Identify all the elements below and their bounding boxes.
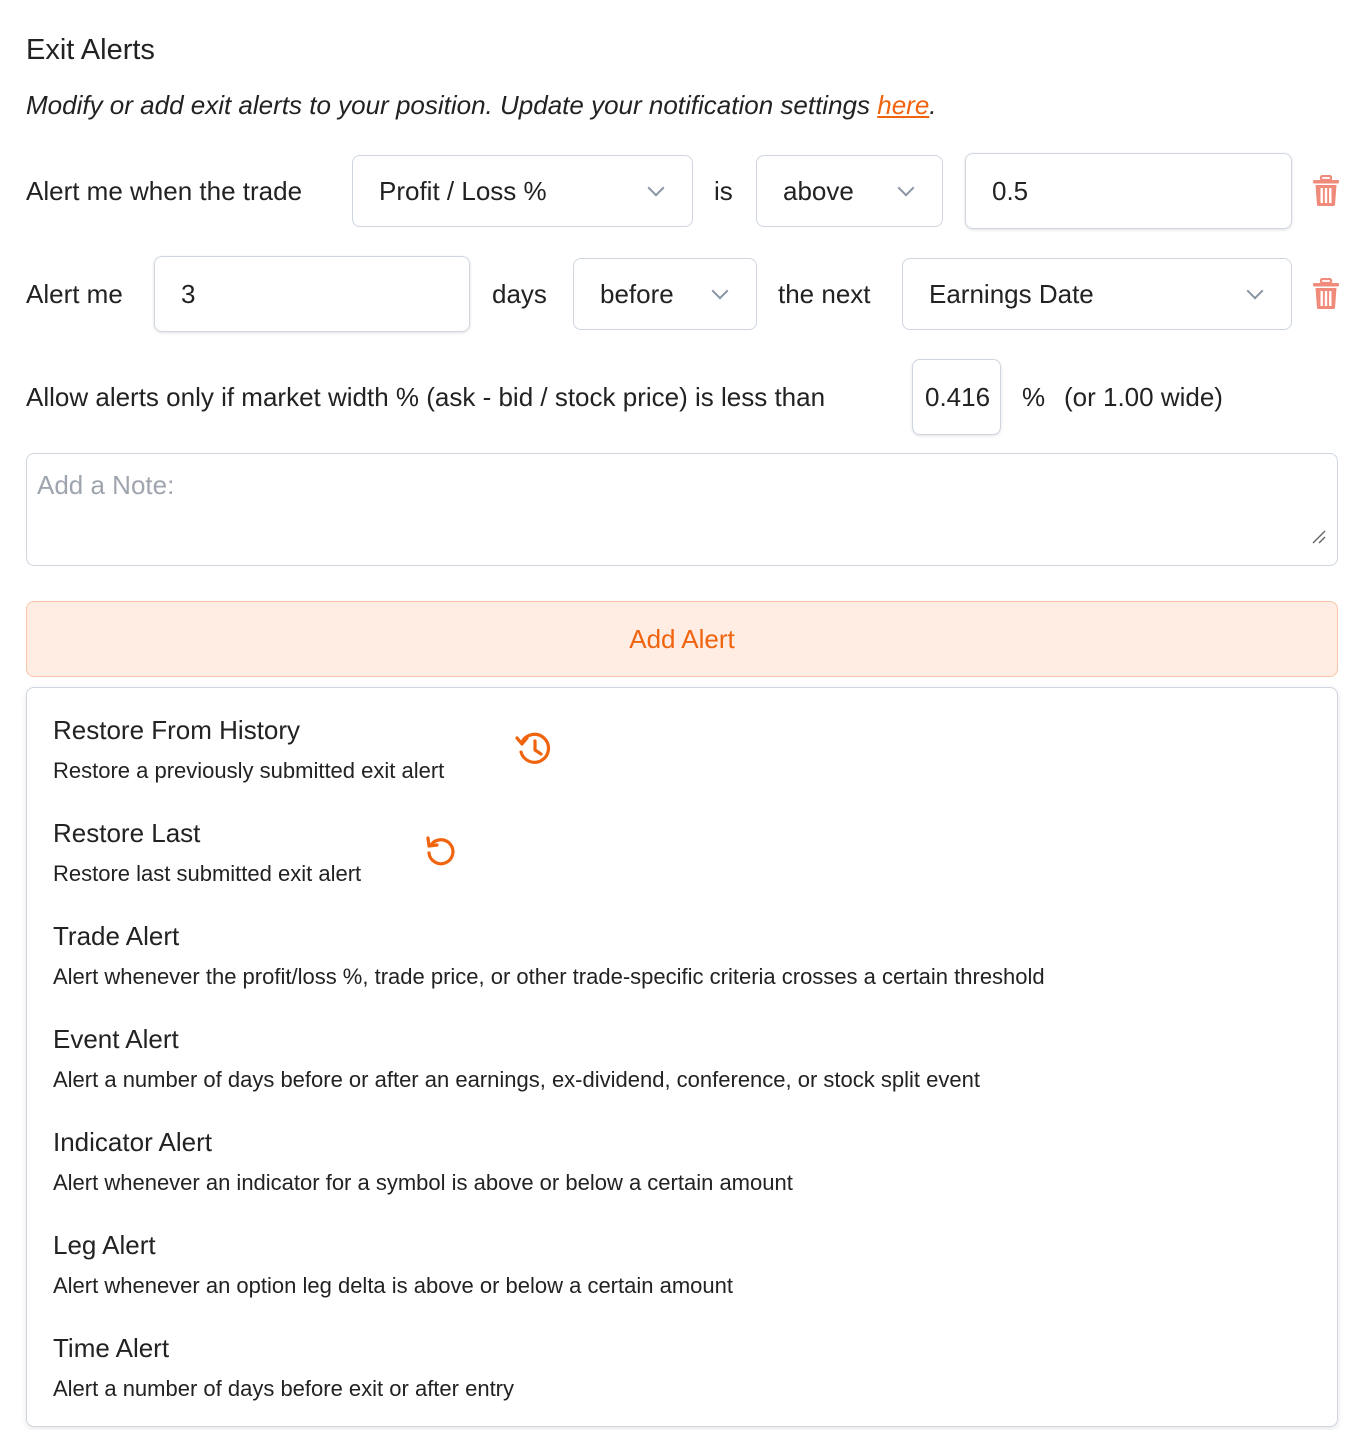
menu-item-title: Event Alert bbox=[53, 1024, 179, 1054]
menu-item-description: Alert whenever an indicator for a symbol is above or below a certain amount bbox=[53, 1170, 793, 1195]
menu-item-indicator-alert[interactable] bbox=[53, 1127, 793, 1196]
menu-item-title: Indicator Alert bbox=[53, 1127, 212, 1157]
trade-field-value: Profit / Loss % bbox=[379, 175, 547, 206]
add-alert-menu bbox=[26, 687, 1338, 1427]
timing-value: before bbox=[600, 278, 674, 309]
days-label: days bbox=[492, 279, 547, 309]
chevron-down-icon bbox=[648, 180, 665, 197]
threshold-input[interactable] bbox=[965, 153, 1292, 229]
menu-item-leg-alert[interactable] bbox=[53, 1230, 733, 1299]
menu-item-restore-last[interactable] bbox=[53, 818, 361, 887]
event-value: Earnings Date bbox=[929, 278, 1094, 309]
timing-select[interactable] bbox=[573, 258, 757, 330]
comparator-value: above bbox=[783, 175, 854, 206]
menu-item-title: Restore Last bbox=[53, 818, 201, 848]
menu-item-description: Restore last submitted exit alert bbox=[53, 861, 362, 886]
comparator-select[interactable] bbox=[756, 155, 943, 227]
notification-settings-link[interactable]: here bbox=[877, 90, 930, 120]
event-alert-connector: the next bbox=[778, 279, 871, 309]
history-icon[interactable] bbox=[515, 730, 553, 768]
undo-icon[interactable] bbox=[424, 834, 458, 868]
market-width-unit: % bbox=[1022, 382, 1046, 412]
chevron-down-icon bbox=[898, 180, 915, 197]
page-title: Exit Alerts bbox=[26, 34, 155, 66]
add-alert-button[interactable] bbox=[26, 601, 1338, 677]
menu-item-description: Alert whenever an option leg delta is above or below a certain amount bbox=[53, 1273, 733, 1298]
days-value: 3 bbox=[181, 278, 196, 309]
page-subtitle bbox=[26, 90, 937, 121]
menu-item-description: Restore a previously submitted exit alert bbox=[53, 758, 445, 783]
subtitle-end: . bbox=[929, 90, 937, 120]
menu-item-title: Restore From History bbox=[53, 715, 301, 745]
menu-item-restore-history[interactable] bbox=[53, 715, 444, 784]
subtitle-text: Modify or add exit alerts to your position. Update your notification settings bbox=[26, 90, 878, 120]
market-width-value: 0.416 bbox=[925, 381, 991, 412]
menu-item-trade-alert[interactable] bbox=[53, 921, 1045, 990]
add-alert-label: Add Alert bbox=[629, 623, 735, 654]
event-alert-prefix: Alert me bbox=[26, 279, 123, 309]
note-placeholder: Add a Note: bbox=[37, 470, 175, 500]
menu-item-title: Trade Alert bbox=[53, 921, 180, 951]
market-width-input[interactable] bbox=[912, 359, 1001, 435]
trade-alert-connector: is bbox=[714, 176, 733, 206]
market-width-note: (or 1.00 wide) bbox=[1064, 382, 1223, 412]
chevron-down-icon bbox=[1247, 283, 1264, 300]
menu-item-title: Leg Alert bbox=[53, 1230, 156, 1260]
menu-item-event-alert[interactable] bbox=[53, 1024, 980, 1093]
days-input[interactable] bbox=[154, 256, 470, 332]
trash-icon[interactable] bbox=[1312, 278, 1340, 310]
market-width-label: Allow alerts only if market width % (ask - bid / stock price) is less than bbox=[26, 382, 826, 412]
note-textarea[interactable] bbox=[26, 453, 1338, 566]
menu-item-time-alert[interactable] bbox=[53, 1333, 514, 1402]
event-select[interactable] bbox=[902, 258, 1292, 330]
chevron-down-icon bbox=[712, 283, 729, 300]
menu-item-title: Time Alert bbox=[53, 1333, 170, 1363]
menu-item-description: Alert a number of days before exit or after entry bbox=[53, 1376, 515, 1401]
menu-item-description: Alert whenever the profit/loss %, trade price, or other trade-specific criteria crosses a certain threshold bbox=[53, 964, 1045, 989]
trash-icon[interactable] bbox=[1312, 175, 1340, 207]
trade-alert-prefix: Alert me when the trade bbox=[26, 176, 303, 206]
threshold-value: 0.5 bbox=[992, 175, 1029, 206]
trade-field-select[interactable] bbox=[352, 155, 693, 227]
resize-grip-icon[interactable] bbox=[1311, 529, 1327, 545]
menu-item-description: Alert a number of days before or after an earnings, ex-dividend, conference, or stock split event bbox=[53, 1067, 980, 1092]
